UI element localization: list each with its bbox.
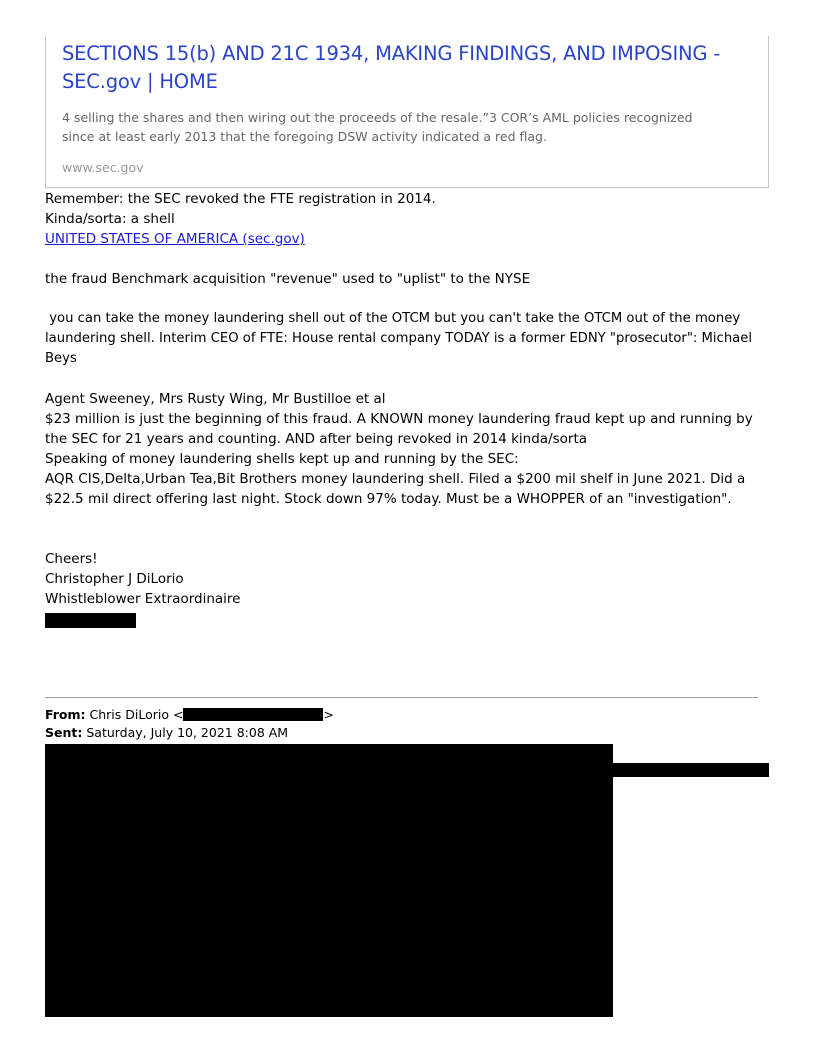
email-sent-line [45, 724, 288, 742]
link-preview-snippet: 4 selling the shares and then wiring out the proceeds of the resale.”3 COR’s AML policies recognized since at least early 2013 that the foregoing DSW activity indicated a red flag. [62, 110, 693, 144]
body-para-23million: $23 million is just the beginning of this fraud. A KNOWN money laundering fraud kept up and running by the SEC for 21 years and counting. AND after being revoked in 2014 kinda/sorta [45, 411, 753, 447]
sec-link[interactable]: UNITED STATES OF AMERICA (sec.gov) [45, 231, 305, 247]
from-name: Chris DiLorio < [89, 707, 184, 722]
email-from-line [45, 706, 334, 724]
link-preview-card[interactable] [45, 36, 769, 188]
signature-title: Whistleblower Extraordinaire [45, 591, 241, 607]
body-para-aqr: AQR CIS,Delta,Urban Tea,Bit Brothers money laundering shell. Filed a $200 mil shelf in June 2021. Did a $22.5 mil direct offering last night. Stock down 97% today. Must be a WHOPPER of an "investigation". [45, 471, 746, 507]
body-line-remember: Remember: the SEC revoked the FTE registration in 2014. [45, 191, 436, 207]
email-divider [45, 697, 758, 698]
signature-cheers: Cheers! [45, 551, 98, 567]
link-preview-title[interactable]: SECTIONS 15(b) AND 21C 1934, MAKING FINDINGS, AND IMPOSING - SEC.gov | HOME [62, 42, 721, 93]
body-line-shell: Kinda/sorta: a shell [45, 211, 175, 227]
redaction-block-side [613, 763, 769, 777]
redaction-signature [45, 613, 136, 628]
sent-value: Saturday, July 10, 2021 8:08 AM [86, 725, 289, 740]
body-para-speaking: Speaking of money laundering shells kept up and running by the SEC: [45, 451, 519, 467]
body-para-agents: Agent Sweeney, Mrs Rusty Wing, Mr Bustilloe et al [45, 391, 386, 407]
signature-name: Christopher J DiLorio [45, 571, 184, 587]
redaction-email-address [183, 708, 323, 721]
body-para-benchmark: the fraud Benchmark acquisition "revenue" used to "uplist" to the NYSE [45, 271, 531, 287]
from-close: > [323, 707, 334, 722]
link-preview-domain: www.sec.gov [62, 160, 144, 175]
sent-label: Sent: [45, 725, 83, 740]
body-para-otcm: you can take the money laundering shell out of the OTCM but you can't take the OTCM out of the money laundering shell. Interim CEO of FTE: House rental company TODAY is a former EDNY "prosecutor": Michael Beys [45, 311, 757, 366]
redaction-block-main [45, 744, 613, 1017]
from-label: From: [45, 707, 86, 722]
body-line-link-wrap [45, 229, 785, 249]
